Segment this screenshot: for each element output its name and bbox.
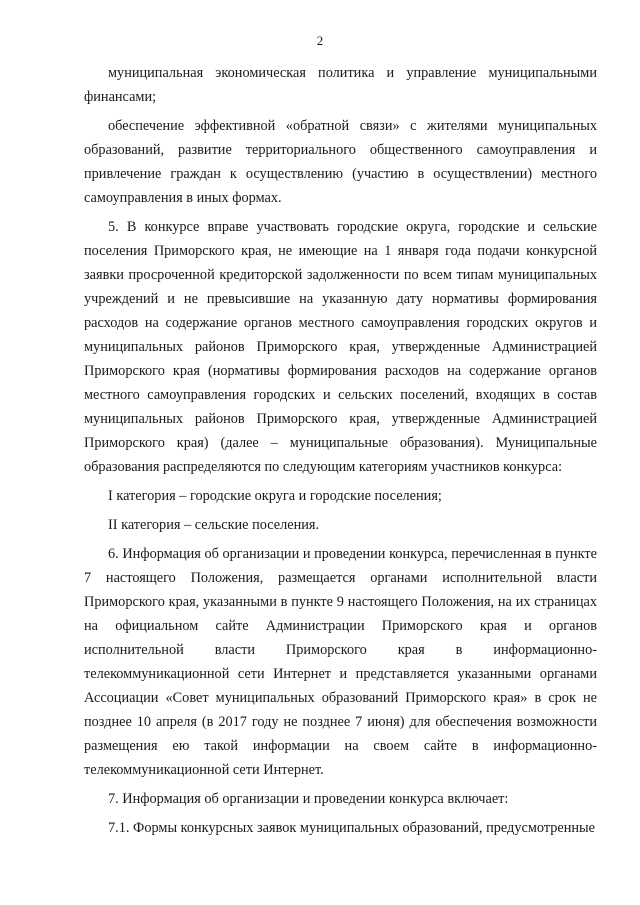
document-body	[84, 61, 597, 840]
paragraph-item-7: 7. Информация об организации и проведении конкурса включает:	[108, 791, 509, 807]
paragraph-item-7-1: 7.1. Формы конкурсных заявок муниципальных образований, предусмотренные	[108, 820, 595, 836]
page-number: 2	[316, 33, 324, 48]
paragraph-item-6: 6. Информация об организации и проведении конкурса, перечисленная в пункте 7 настоящего Положения, размещается органами исполнительной власти Приморского края, указанными в пункте 9 настоящего Положения, на их страницах на официальном сайте Администрации Приморского края и органов исполнительной власти Приморского края в информационно-телекоммуникационной сети Интернет и представляется указанными органами Ассоциации «Совет муниципальных образований Приморского края» в срок не позднее 10 апреля (в 2017 году не позднее 7 июня) для обеспечения возможности размещения ею такой информации на своем сайте в информационно-телекоммуникационной сети Интернет.	[84, 546, 597, 778]
paragraph-feedback: обеспечение эффективной «обратной связи» с жителями муниципальных образований, развитие территориального общественного самоуправления и привлечение граждан к осуществлению (участию в осуществлении) местного самоуправления в иных формах.	[84, 118, 597, 206]
paragraph-item-5: 5. В конкурсе вправе участвовать городские округа, городские и сельские поселения Приморского края, не имеющие на 1 января года подачи конкурсной заявки просроченной кредиторской задолженности по всем типам муниципальных учреждений и не превысившие на указанную дату нормативы формирования расходов на содержание органов местного самоуправления городских округов и муниципальных районов Приморского края, утвержденные Администрацией Приморского края (нормативы формирования расходов на содержание органов местного самоуправления городских и сельских поселений, входящих в состав муниципальных районов Приморского края, утвержденные Администрацией Приморского края) (далее – муниципальные образования). Муниципальные образования распределяются по следующим категориям участников конкурса:	[84, 219, 597, 475]
paragraph-municipal-policy: муниципальная экономическая политика и управление муниципальными финансами;	[84, 65, 597, 105]
paragraph-category-1: I категория – городские округа и городские поселения;	[108, 488, 442, 504]
paragraph-category-2: II категория – сельские поселения.	[108, 517, 320, 533]
